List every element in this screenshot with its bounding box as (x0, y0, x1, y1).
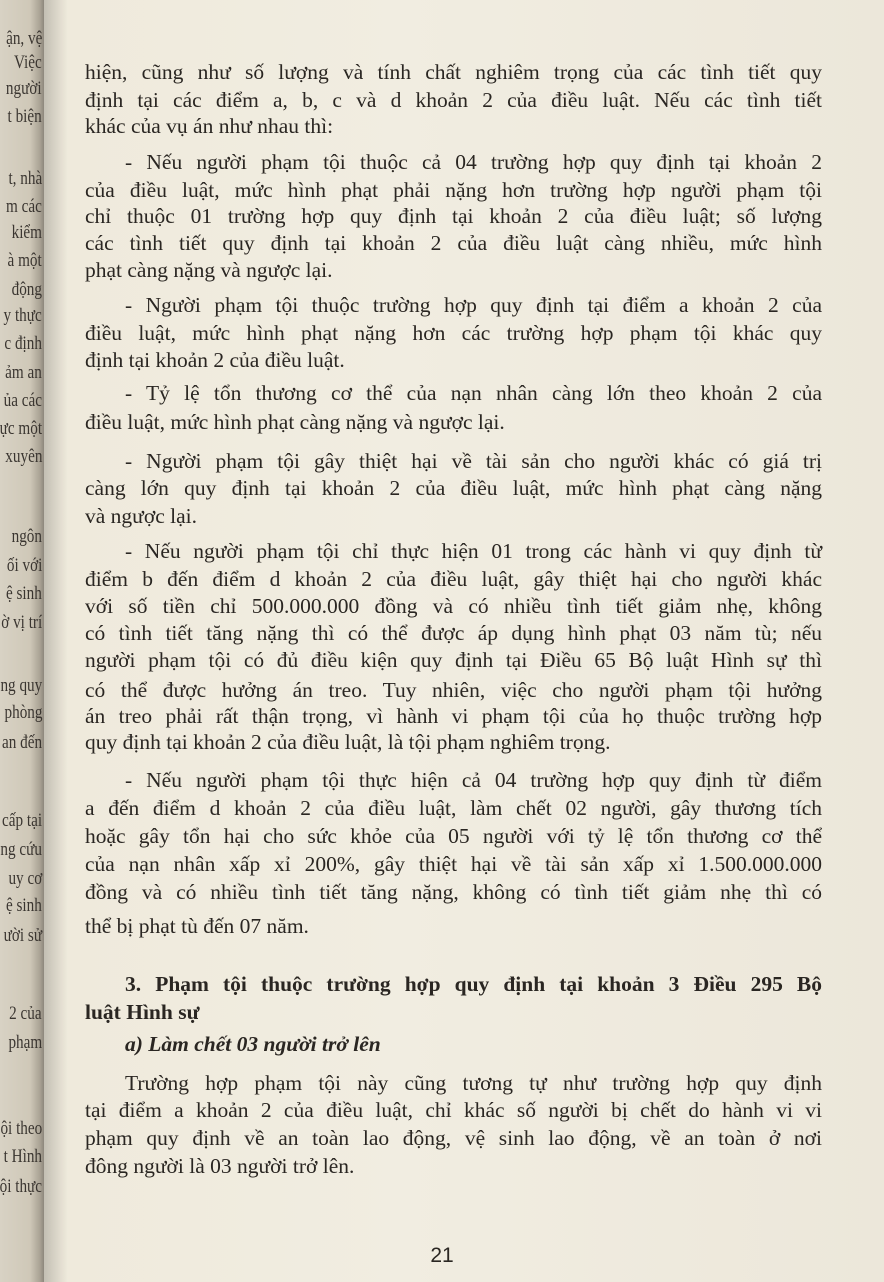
text-line: định tại khoản 2 của điều luật. (85, 348, 345, 372)
adjacent-page-fragment: ực một (0, 418, 42, 439)
adjacent-page-fragment: xuyên (4, 446, 42, 467)
adjacent-page-fragment: an đến (1, 732, 42, 753)
adjacent-page-fragment: kiểm (11, 222, 42, 243)
text-line: có tình tiết tăng nặng thì có thể được áp dụng hình phạt 03 năm tù; nếu (85, 621, 822, 645)
adjacent-page-fragment: ệ sinh (6, 583, 42, 604)
adjacent-page-fragment: ội thực (0, 1176, 42, 1197)
adjacent-page-fragment: m các (6, 196, 42, 217)
text-line: các tình tiết quy định tại khoản 2 của điều luật càng nhiều, mức hình (85, 231, 822, 255)
text-line: hoặc gây tổn hại cho sức khỏe của 05 người với tỷ lệ tổn thương cơ thể (85, 824, 822, 848)
text-line: - Nếu người phạm tội thực hiện cả 04 trường hợp quy định từ điểm (125, 768, 822, 792)
text-line: tại điểm a khoản 2 của điều luật, chỉ khác số người bị chết do hành vi vi (85, 1098, 822, 1122)
page-number: 21 (430, 1244, 454, 1267)
adjacent-page-fragment: uy cơ (8, 868, 42, 889)
adjacent-page-fragment: ội theo (0, 1118, 42, 1139)
text-line: của nạn nhân xấp xỉ 200%, gây thiệt hại về tài sản xấp xỉ 1.500.000.000 (85, 852, 822, 876)
adjacent-page-fragment: ờ vị trí (1, 612, 42, 633)
adjacent-page-fragment: t biện (7, 106, 42, 127)
adjacent-page-fragment: cấp tại (1, 810, 42, 831)
adjacent-page-fragment: y thực (3, 305, 42, 326)
text-line: định tại các điểm a, b, c và d khoản 2 của điều luật. Nếu các tình tiết (85, 88, 822, 112)
adjacent-page-fragment: ủa các (3, 390, 42, 411)
adjacent-page-fragment: t, nhà (8, 168, 42, 189)
text-line: phạm quy định về an toàn lao động, vệ sinh lao động, về an toàn ở nơi (85, 1126, 822, 1150)
text-line: - Người phạm tội gây thiệt hại về tài sản cho người khác có giá trị (125, 449, 822, 473)
adjacent-page-fragment: 2 của (9, 1003, 42, 1024)
text-line: - Nếu người phạm tội chỉ thực hiện 01 trong các hành vi quy định từ (125, 539, 822, 563)
text-line: đông người là 03 người trở lên. (85, 1154, 355, 1178)
text-line: a đến điểm d khoản 2 của điều luật, làm chết 02 người, gây thương tích (85, 796, 822, 820)
adjacent-page-edge (0, 0, 44, 1282)
adjacent-page-fragment: phạm (8, 1032, 42, 1053)
text-line: đồng và có nhiều tình tiết tăng nặng, không có tình tiết giảm nhẹ thì có (85, 880, 822, 904)
adjacent-page-fragment: ận, vệ (5, 28, 42, 49)
adjacent-page-fragment: ệ sinh (6, 895, 42, 916)
text-line: điều luật, mức hình phạt nặng hơn các trường hợp phạm tội khác quy (85, 321, 822, 345)
text-line: chỉ thuộc 01 trường hợp quy định tại khoản 2 của điều luật; số lượng (85, 204, 822, 228)
text-line: điều luật, mức hình phạt càng nặng và ngược lại. (85, 410, 505, 434)
text-line: thể bị phạt tù đến 07 năm. (85, 914, 309, 938)
adjacent-page-fragment: c định (4, 333, 42, 354)
adjacent-page-fragment: ười sử (3, 925, 42, 946)
text-line: điểm b đến điểm d khoản 2 của điều luật, gây thiệt hại cho người khác (85, 567, 822, 591)
adjacent-page-fragment: phòng (4, 702, 42, 723)
text-line: phạt càng nặng và ngược lại. (85, 258, 333, 282)
adjacent-page-fragment: à một (7, 250, 42, 271)
text-line: quy định tại khoản 2 của điều luật, là tội phạm nghiêm trọng. (85, 730, 611, 754)
book-gutter-shadow (44, 0, 68, 1282)
adjacent-page-fragment: người (6, 78, 42, 99)
text-line: với số tiền chỉ 500.000.000 đồng và có nhiều tình tiết giảm nhẹ, không (85, 594, 822, 618)
text-line: của điều luật, mức hình phạt phải nặng hơn trường hợp người phạm tội (85, 178, 822, 202)
adjacent-page-fragment: ối với (6, 555, 42, 576)
text-line: người phạm tội có đủ điều kiện quy định tại Điều 65 Bộ luật Hình sự thì (85, 648, 822, 672)
adjacent-page-fragment: ngôn (11, 526, 42, 547)
text-line: - Người phạm tội thuộc trường hợp quy định tại điểm a khoản 2 của (125, 293, 822, 317)
adjacent-page-fragment: động (11, 279, 42, 300)
section-heading-line: luật Hình sự (85, 1000, 200, 1024)
text-line: hiện, cũng như số lượng và tính chất nghiêm trọng của các tình tiết quy (85, 60, 822, 84)
adjacent-page-fragment: ảm an (5, 362, 42, 383)
text-line: án treo phải rất thận trọng, vì hành vi phạm tội của họ thuộc trường hợp (85, 704, 822, 728)
adjacent-page-fragment: ng cứu (0, 839, 42, 860)
text-line: có thể được hưởng án treo. Tuy nhiên, việc cho người phạm tội hưởng (85, 678, 822, 702)
subsection-heading: a) Làm chết 03 người trở lên (125, 1032, 381, 1056)
text-line: càng lớn quy định tại khoản 2 của điều luật, mức hình phạt càng nặng (85, 476, 822, 500)
text-line: Trường hợp phạm tội này cũng tương tự như trường hợp quy định (125, 1071, 822, 1095)
adjacent-page-fragment: t Hình (3, 1146, 42, 1167)
section-heading-line: 3. Phạm tội thuộc trường hợp quy định tại khoản 3 Điều 295 Bộ (125, 972, 822, 996)
text-line: - Nếu người phạm tội thuộc cả 04 trường hợp quy định tại khoản 2 (125, 150, 822, 174)
text-line: khác của vụ án như nhau thì: (85, 114, 334, 138)
adjacent-page-fragment: ng quy (0, 675, 42, 696)
text-line: - Tỷ lệ tổn thương cơ thể của nạn nhân càng lớn theo khoản 2 của (125, 381, 822, 405)
adjacent-page-fragment: Việc (14, 52, 42, 73)
text-line: và ngược lại. (85, 504, 197, 528)
